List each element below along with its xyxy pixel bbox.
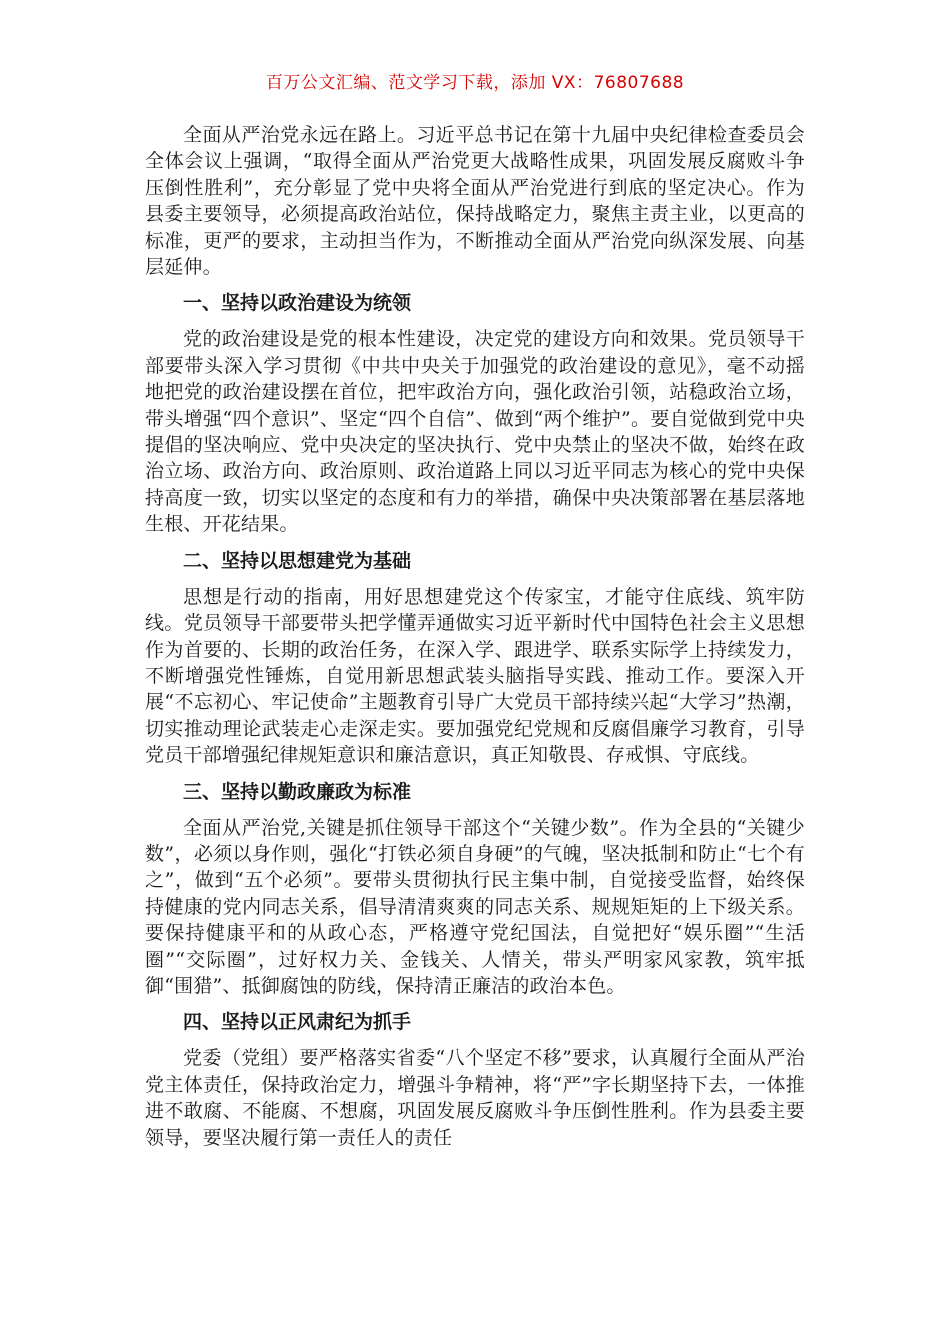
section-2-paragraph: 思想是行动的指南，用好思想建党这个传家宝，才能守住底线、筑牢防线。党员领导干部要带头把学懂弄通做实习近平新时代中国特色社会主义思想作为首要的、长期的政治任务，在深入学、跟进学、联系实际学上持续发力，不断增强党性锤炼，自觉用新思想武装头脑指导实践、推动工作。要深入开展“不忘初心、牢记使命”主题教育引导广大党员干部持续兴起“大学习”热潮，切实推动理论武装走心走深走实。要加强党纪党规和反腐倡廉学习教育，引导党员干部增强纪律规矩意识和廉洁意识，真正知敬畏、存戒惧、守底线。 [145, 585, 805, 767]
header-banner: 百万公文汇编、范文学习下载，添加 VX：76807688 [265, 73, 685, 93]
section-1-paragraph: 党的政治建设是党的根本性建设，决定党的建设方向和效果。党员领导干部要带头深入学习贯彻《中共中央关于加强党的政治建设的意见》，毫不动摇地把党的政治建设摆在首位，把牢政治方向，强化政治引领，站稳政治立场，带头增强“四个意识”、坚定“四个自信”、做到“两个维护”。要自觉做到党中央提倡的坚决响应、党中央决定的坚决执行、党中央禁止的坚决不做，始终在政治立场、政治方向、政治原则、政治道路上同以习近平同志为核心的党中央保持高度一致，切实以坚定的态度和有力的举措，确保中央决策部署在基层落地生根、开花结果。 [145, 328, 805, 536]
section-3-paragraph: 全面从严治党,关键是抓住领导干部这个“关键少数”。作为全县的“关键少数”，必须以身作则，强化“打铁必须自身硬”的气魄，坚决抵制和防止“七个有之”，做到“五个必须”。要带头贯彻执行民主集中制，自觉接受监督，始终保持健康的党内同志关系，倡导清清爽爽的同志关系、规规矩矩的上下级关系。要保持健康平和的从政心态，严格遵守党纪国法，自觉把好“娱乐圈”“生活圈”“交际圈”，过好权力关、金钱关、人情关，带头严明家风家教，筑牢抵御“围猎”、抵御腐蚀的防线，保持清正廉洁的政治本色。 [145, 816, 805, 997]
section-1-heading: 一、坚持以政治建设为统领 [183, 292, 412, 315]
document-body [145, 122, 805, 1151]
section-2-heading: 二、坚持以思想建党为基础 [183, 549, 412, 572]
intro-paragraph: 全面从严治党永远在路上。习近平总书记在第十九届中央纪律检查委员会全体会议上强调，“取得全面从严治党更大战略性成果，巩固发展反腐败斗争压倒性胜利”，充分彰显了党中央将全面从严治党进行到底的坚定决心。作为县委主要领导，必须提高政治站位，保持战略定力，聚焦主责主业，以更高的标准，更严的要求，主动担当作为，不断推动全面从严治党向纵深发展、向基层延伸。 [145, 124, 805, 279]
section-4-heading: 四、坚持以正风肃纪为抓手 [183, 1011, 412, 1034]
section-4-paragraph: 党委（党组）要严格落实省委“八个坚定不移”要求，认真履行全面从严治党主体责任，保持政治定力，增强斗争精神，将“严”字长期坚持下去，一体推进不敢腐、不能腐、不想腐，巩固发展反腐败斗争压倒性胜利。作为县委主要领导，要坚决履行第一责任人的责任 [145, 1047, 805, 1149]
section-3-heading: 三、坚持以勤政廉政为标准 [183, 780, 412, 803]
